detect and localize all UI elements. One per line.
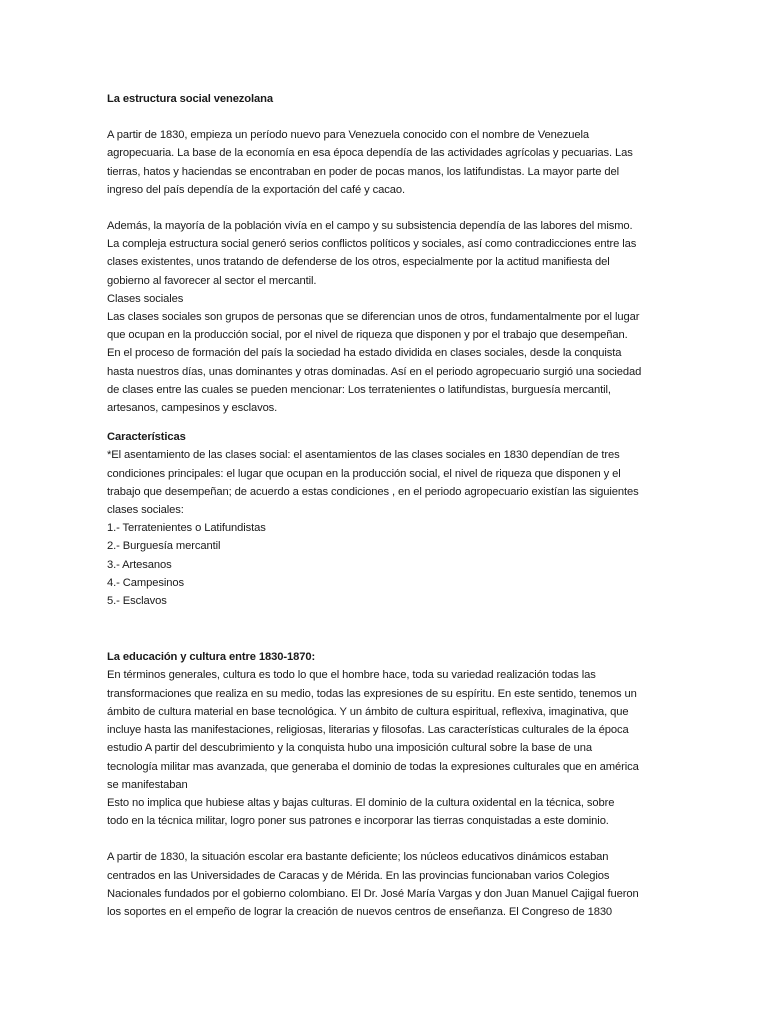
list-item: 1.- Terratenientes o Latifundistas — [107, 522, 266, 535]
paragraph-situacion-escolar — [107, 848, 663, 921]
paragraph-cultura — [107, 666, 663, 830]
text-line: tecnología militar mas avanzada, que generaba el dominio de todas la expresiones culturales que en américa — [107, 760, 639, 773]
text-line: A partir de 1830, la situación escolar era bastante deficiente; los núcleos educativos dinámicos estaban — [107, 851, 609, 864]
list-item: 2.- Burguesía mercantil — [107, 540, 221, 553]
text-line: En el proceso de formación del país la sociedad ha estado dividida en clases sociales, desde la conquista — [107, 347, 622, 360]
document-page — [107, 90, 663, 921]
text-line: tierras, hatos y haciendas se encontraban en poder de pocas manos, los latifundistas. La mayor parte del — [107, 165, 619, 178]
text-line: artesanos, campesinos y esclavos. — [107, 402, 278, 415]
text-line: se manifestaban — [107, 778, 188, 791]
list-item: 5.- Esclavos — [107, 595, 167, 608]
text-line: Las clases sociales son grupos de personas que se diferencian unos de otros, fundamentalmente por el lugar — [107, 311, 640, 324]
section-heading-clases-sociales: Clases sociales — [107, 292, 184, 305]
text-line: incluye hasta las manifestaciones, religiosas, literarias y filosofas. Las características culturales de la época — [107, 724, 629, 737]
text-line: agropecuaria. La base de la economía en esa época dependía de las actividades agrícolas y pecuarias. Las — [107, 147, 633, 160]
text-line: ámbito de cultura material en base tecnológica. Y un ámbito de cultura espiritual, reflexiva, imaginativa, que — [107, 705, 629, 718]
text-line: En términos generales, cultura es todo lo que el hombre hace, toda su variedad realización todas las — [107, 669, 596, 682]
text-line: transformaciones que realiza en su medio, todas las expresiones de su espíritu. En este sentido, tenemos un — [107, 687, 637, 700]
document-title: La estructura social venezolana — [107, 93, 274, 105]
text-line: Nacionales fundados por el gobierno colombiano. El Dr. José María Vargas y don Juan Manuel Cajigal fueron — [107, 887, 639, 900]
text-line: hasta nuestros días, unas dominantes y otras dominadas. Así en el periodo agropecuario surgió una sociedad — [107, 365, 642, 378]
text-line: gobierno al favorecer al sector el mercantil. — [107, 274, 317, 287]
list-item: 4.- Campesinos — [107, 576, 184, 589]
text-line: estudio A partir del descubrimiento y la conquista hubo una imposición cultural sobre la base de una — [107, 742, 593, 755]
text-line: que ocupan en la producción social, por el nivel de riqueza que disponen y por el trabajo que desempeñan. — [107, 329, 628, 342]
text-line: todo en la técnica militar, logro poner sus patrones e incorporar las tierras conquistadas a este dominio. — [107, 815, 609, 828]
social-classes-list — [107, 519, 663, 610]
text-line: ingreso del país dependía de la exportación del café y cacao. — [107, 183, 406, 196]
paragraph-caracteristicas — [107, 446, 663, 519]
text-line: clases existentes, unos tratando de defenderse de los otros, especialmente por la actitud manifiesta del — [107, 256, 610, 269]
text-line: de clases entre las cuales se pueden mencionar: Los terratenientes o latifundistas, burguesía mercantil, — [107, 383, 611, 396]
text-line: *El asentamiento de las clases social: el asentamientos de las clases sociales en 1830 dependían de tres — [107, 449, 620, 462]
text-line: los soportes en el empeño de lograr la creación de nuevos centros de enseñanza. El Congreso de 1830 — [107, 905, 613, 918]
text-line: trabajo que desempeñan; de acuerdo a estas condiciones , en el periodo agropecuario existían las siguientes — [107, 485, 639, 498]
text-line: La compleja estructura social generó serios conflictos políticos y sociales, así como contradicciones entre las — [107, 238, 637, 251]
text-line: centrados en las Universidades de Caracas y de Mérida. En las provincias funcionaban varios Colegios — [107, 869, 610, 882]
paragraph-population — [107, 217, 663, 290]
text-line: Además, la mayoría de la población vivía en el campo y su subsistencia dependía de las labores del mismo. — [107, 220, 633, 233]
list-item: 3.- Artesanos — [107, 558, 172, 571]
text-line: Esto no implica que hubiese altas y bajas culturas. El dominio de la cultura oxidental en la técnica, sobre — [107, 796, 615, 809]
text-line: condiciones principales: el lugar que ocupan en la producción social, el nivel de riqueza que disponen y el — [107, 467, 621, 480]
section-heading-educacion: La educación y cultura entre 1830-1870: — [107, 651, 316, 664]
text-line: A partir de 1830, empieza un período nuevo para Venezuela conocido con el nombre de Venezuela — [107, 129, 590, 142]
text-line: clases sociales: — [107, 504, 184, 517]
paragraph-intro — [107, 126, 663, 199]
paragraph-clases-sociales — [107, 308, 663, 417]
section-heading-caracteristicas: Características — [107, 431, 186, 444]
